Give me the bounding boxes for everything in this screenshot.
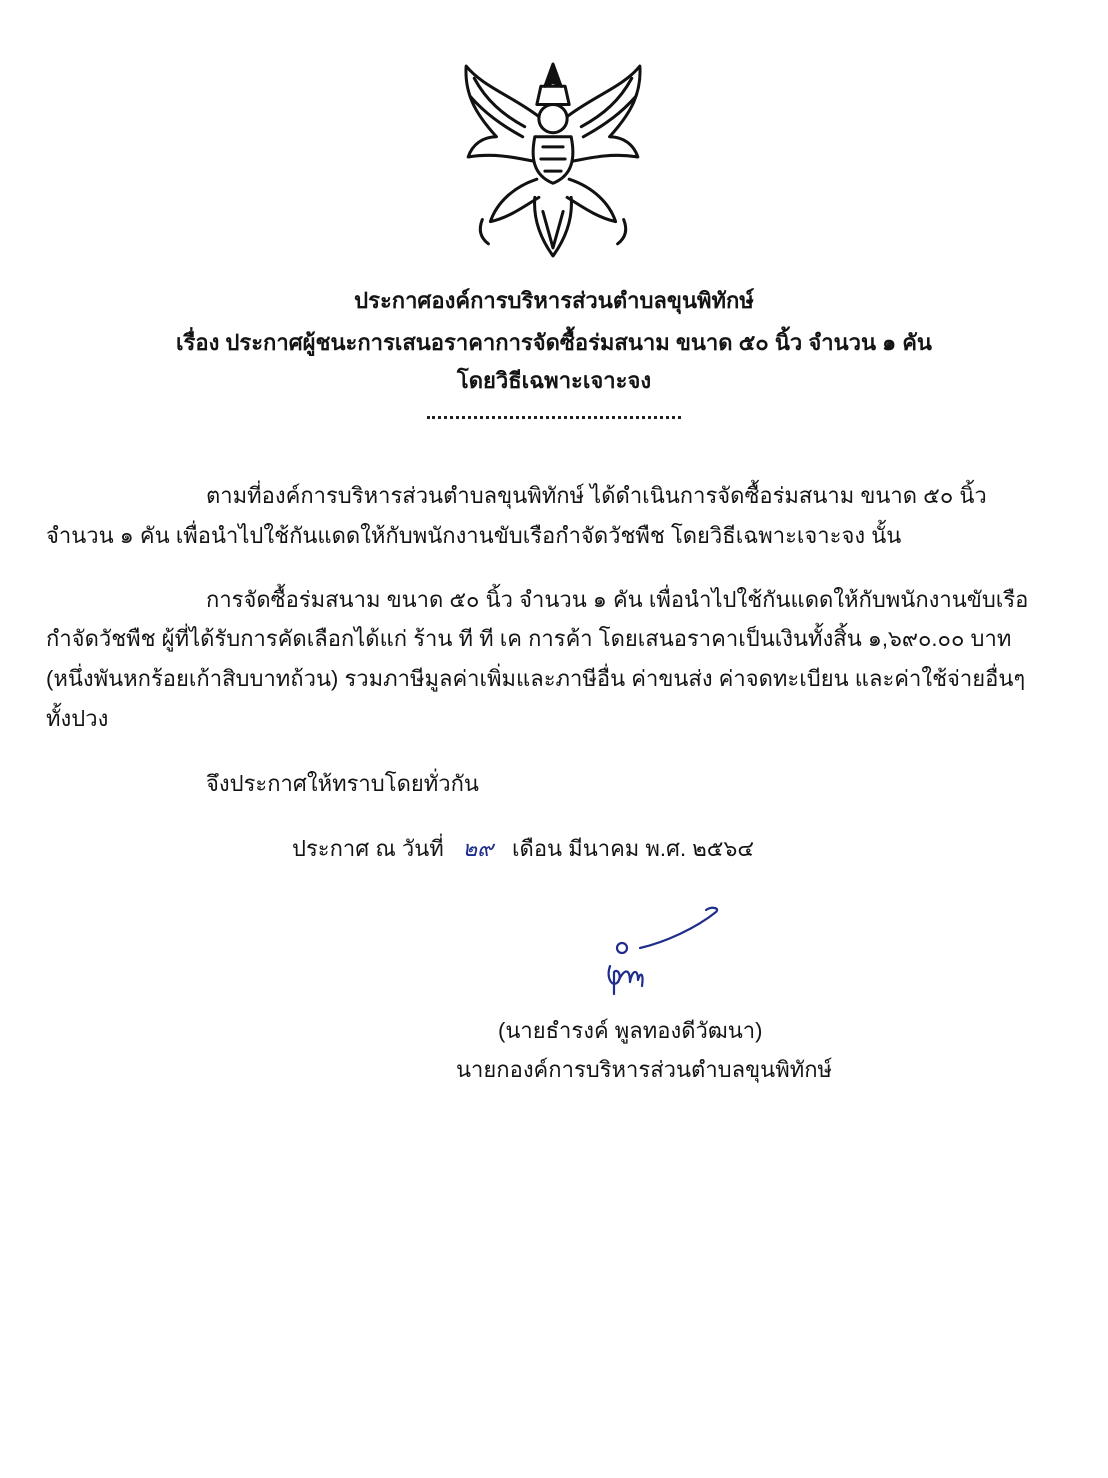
garuda-emblem-icon	[452, 56, 654, 262]
paragraph-1-line-1: ตามที่องค์การบริหารส่วนตำบลขุนพิทักษ์ ได้ดำเนินการจัดซื้อร่มสนาม ขนาด ๕๐ นิ้ว	[206, 483, 987, 508]
signatory-name: (นายธำรงค์ พูลทองดีวัฒนา)	[498, 1018, 763, 1043]
paragraph-2-line-1: การจัดซื้อร่มสนาม ขนาด ๕๐ นิ้ว จำนวน ๑ คัน เพื่อนำไปใช้กันแดดให้กับพนักงานขับเรือ	[206, 587, 1029, 612]
date-prefix: ประกาศ ณ วันที่	[292, 836, 444, 861]
closing-statement: จึงประกาศให้ทราบโดยทั่วกัน	[206, 771, 479, 796]
handwritten-signature	[596, 902, 722, 998]
paragraph-2-line-4: ทั้งปวง	[46, 706, 109, 731]
date-month-year: เดือน มีนาคม พ.ศ. ๒๕๖๔	[512, 836, 754, 861]
paragraph-2-line-3: (หนึ่งพันหกร้อยเก้าสิบบาทถ้วน) รวมภาษีมูลค่าเพิ่มและภาษีอื่น ค่าขนส่ง ค่าจดทะเบียน และค่าใช้จ่ายอื่นๆ	[46, 666, 1026, 691]
title-separator	[427, 412, 681, 419]
signatory-position: นายกองค์การบริหารส่วนตำบลขุนพิทักษ์	[456, 1057, 833, 1082]
announcement-date	[292, 834, 754, 864]
announcement-subject: เรื่อง ประกาศผู้ชนะการเสนอราคาการจัดซื้อร่มสนาม ขนาด ๕๐ นิ้ว จำนวน ๑ คัน	[176, 330, 932, 355]
procurement-method: โดยวิธีเฉพาะเจาะจง	[456, 368, 652, 393]
date-day-handwritten: ๒๙	[462, 836, 494, 861]
announcement-title: ประกาศองค์การบริหารส่วนตำบลขุนพิทักษ์	[354, 288, 754, 313]
paragraph-1-line-2: จำนวน ๑ คัน เพื่อนำไปใช้กันแดดให้กับพนักงานขับเรือกำจัดวัชพืช โดยวิธีเฉพาะเจาะจง นั้น	[46, 523, 902, 548]
paragraph-2-line-2: กำจัดวัชพืช ผู้ที่ได้รับการคัดเลือกได้แก่ ร้าน ที ที เค การค้า โดยเสนอราคาเป็นเงินทั้งสิ้น ๑,๖๙๐.๐๐ บาท	[46, 626, 1012, 651]
